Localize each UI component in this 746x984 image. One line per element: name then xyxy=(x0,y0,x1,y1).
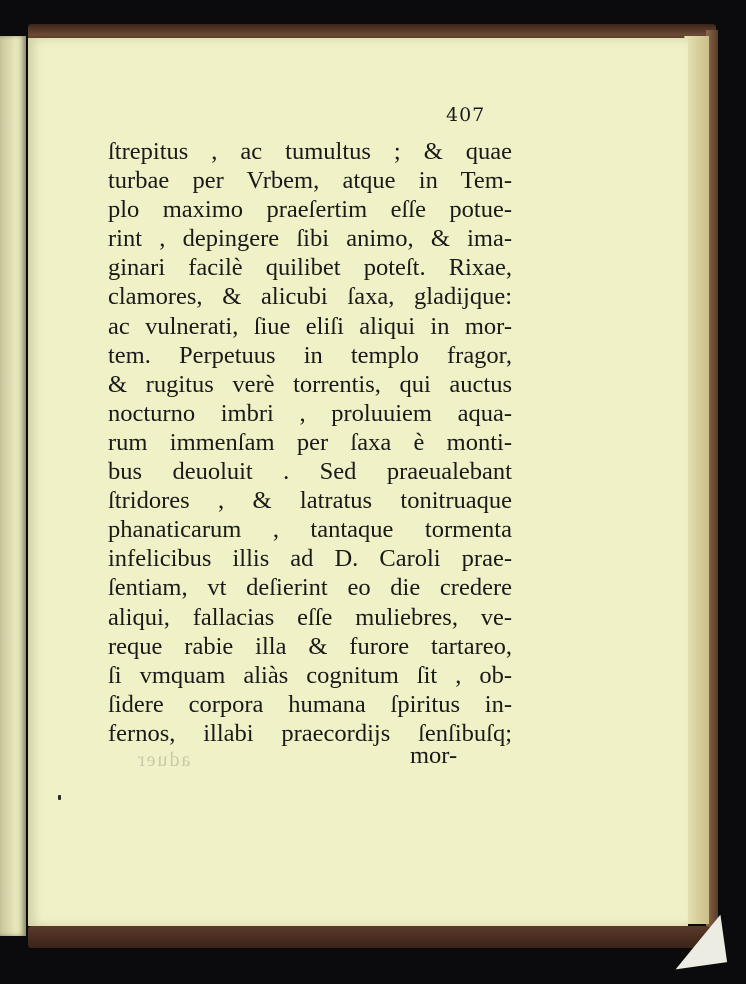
text-line: clamores, & alicubi ſaxa, gladijque: xyxy=(108,283,512,311)
text-line: bus deuoluit . Sed praeualebant xyxy=(108,458,512,486)
body-text xyxy=(108,137,512,748)
text-line: turbae per Vrbem, atque in Tem- xyxy=(108,167,512,195)
text-line: ſentiam, vt deſierint eo die credere xyxy=(108,574,512,602)
text-line: ſtridores , & latratus tonitruaque xyxy=(108,487,512,515)
text-line: aliqui, fallacias eſſe muliebres, ve- xyxy=(108,603,512,631)
text-line: & rugitus verè torrentis, qui auctus xyxy=(108,370,512,398)
text-line: infelicibus illis ad D. Caroli prae- xyxy=(108,545,512,573)
page-number: 407 xyxy=(446,104,486,126)
ink-speck xyxy=(58,795,61,800)
text-line: rint , depingere ſibi animo, & ima- xyxy=(108,225,512,253)
text-line: ſtrepitus , ac tumultus ; & quae xyxy=(108,138,512,165)
text-line: rum immenſam per ſaxa è monti- xyxy=(108,428,512,456)
text-line: ſi vmquam aliàs cognitum ſit , ob- xyxy=(108,661,512,689)
text-line: nocturno imbri , proluuiem aqua- xyxy=(108,399,512,427)
text-line: plo maximo praeſertim eſſe potue- xyxy=(108,196,512,224)
text-line: tem. Perpetuus in templo fragor, xyxy=(108,341,512,369)
text-line: ginari facilè quilibet poteſt. Rixae, xyxy=(108,254,512,282)
text-line: ſidere corpora humana ſpiritus in- xyxy=(108,690,512,718)
text-line: fernos, illabi praecordijs ſenſibuſq; xyxy=(108,719,512,747)
binding-bottom-edge xyxy=(28,926,710,948)
catchword: mor- xyxy=(410,742,458,769)
text-line: ac vulnerati, ſiue eliſi aliqui in mor- xyxy=(108,312,512,340)
show-through-text: aduer xyxy=(136,749,191,771)
verso-page-edge xyxy=(0,36,26,936)
text-line: phanaticarum , tantaque tormenta xyxy=(108,516,512,544)
text-line: reque rabie illa & furore tartareo, xyxy=(108,632,512,660)
folded-corner xyxy=(669,915,727,970)
